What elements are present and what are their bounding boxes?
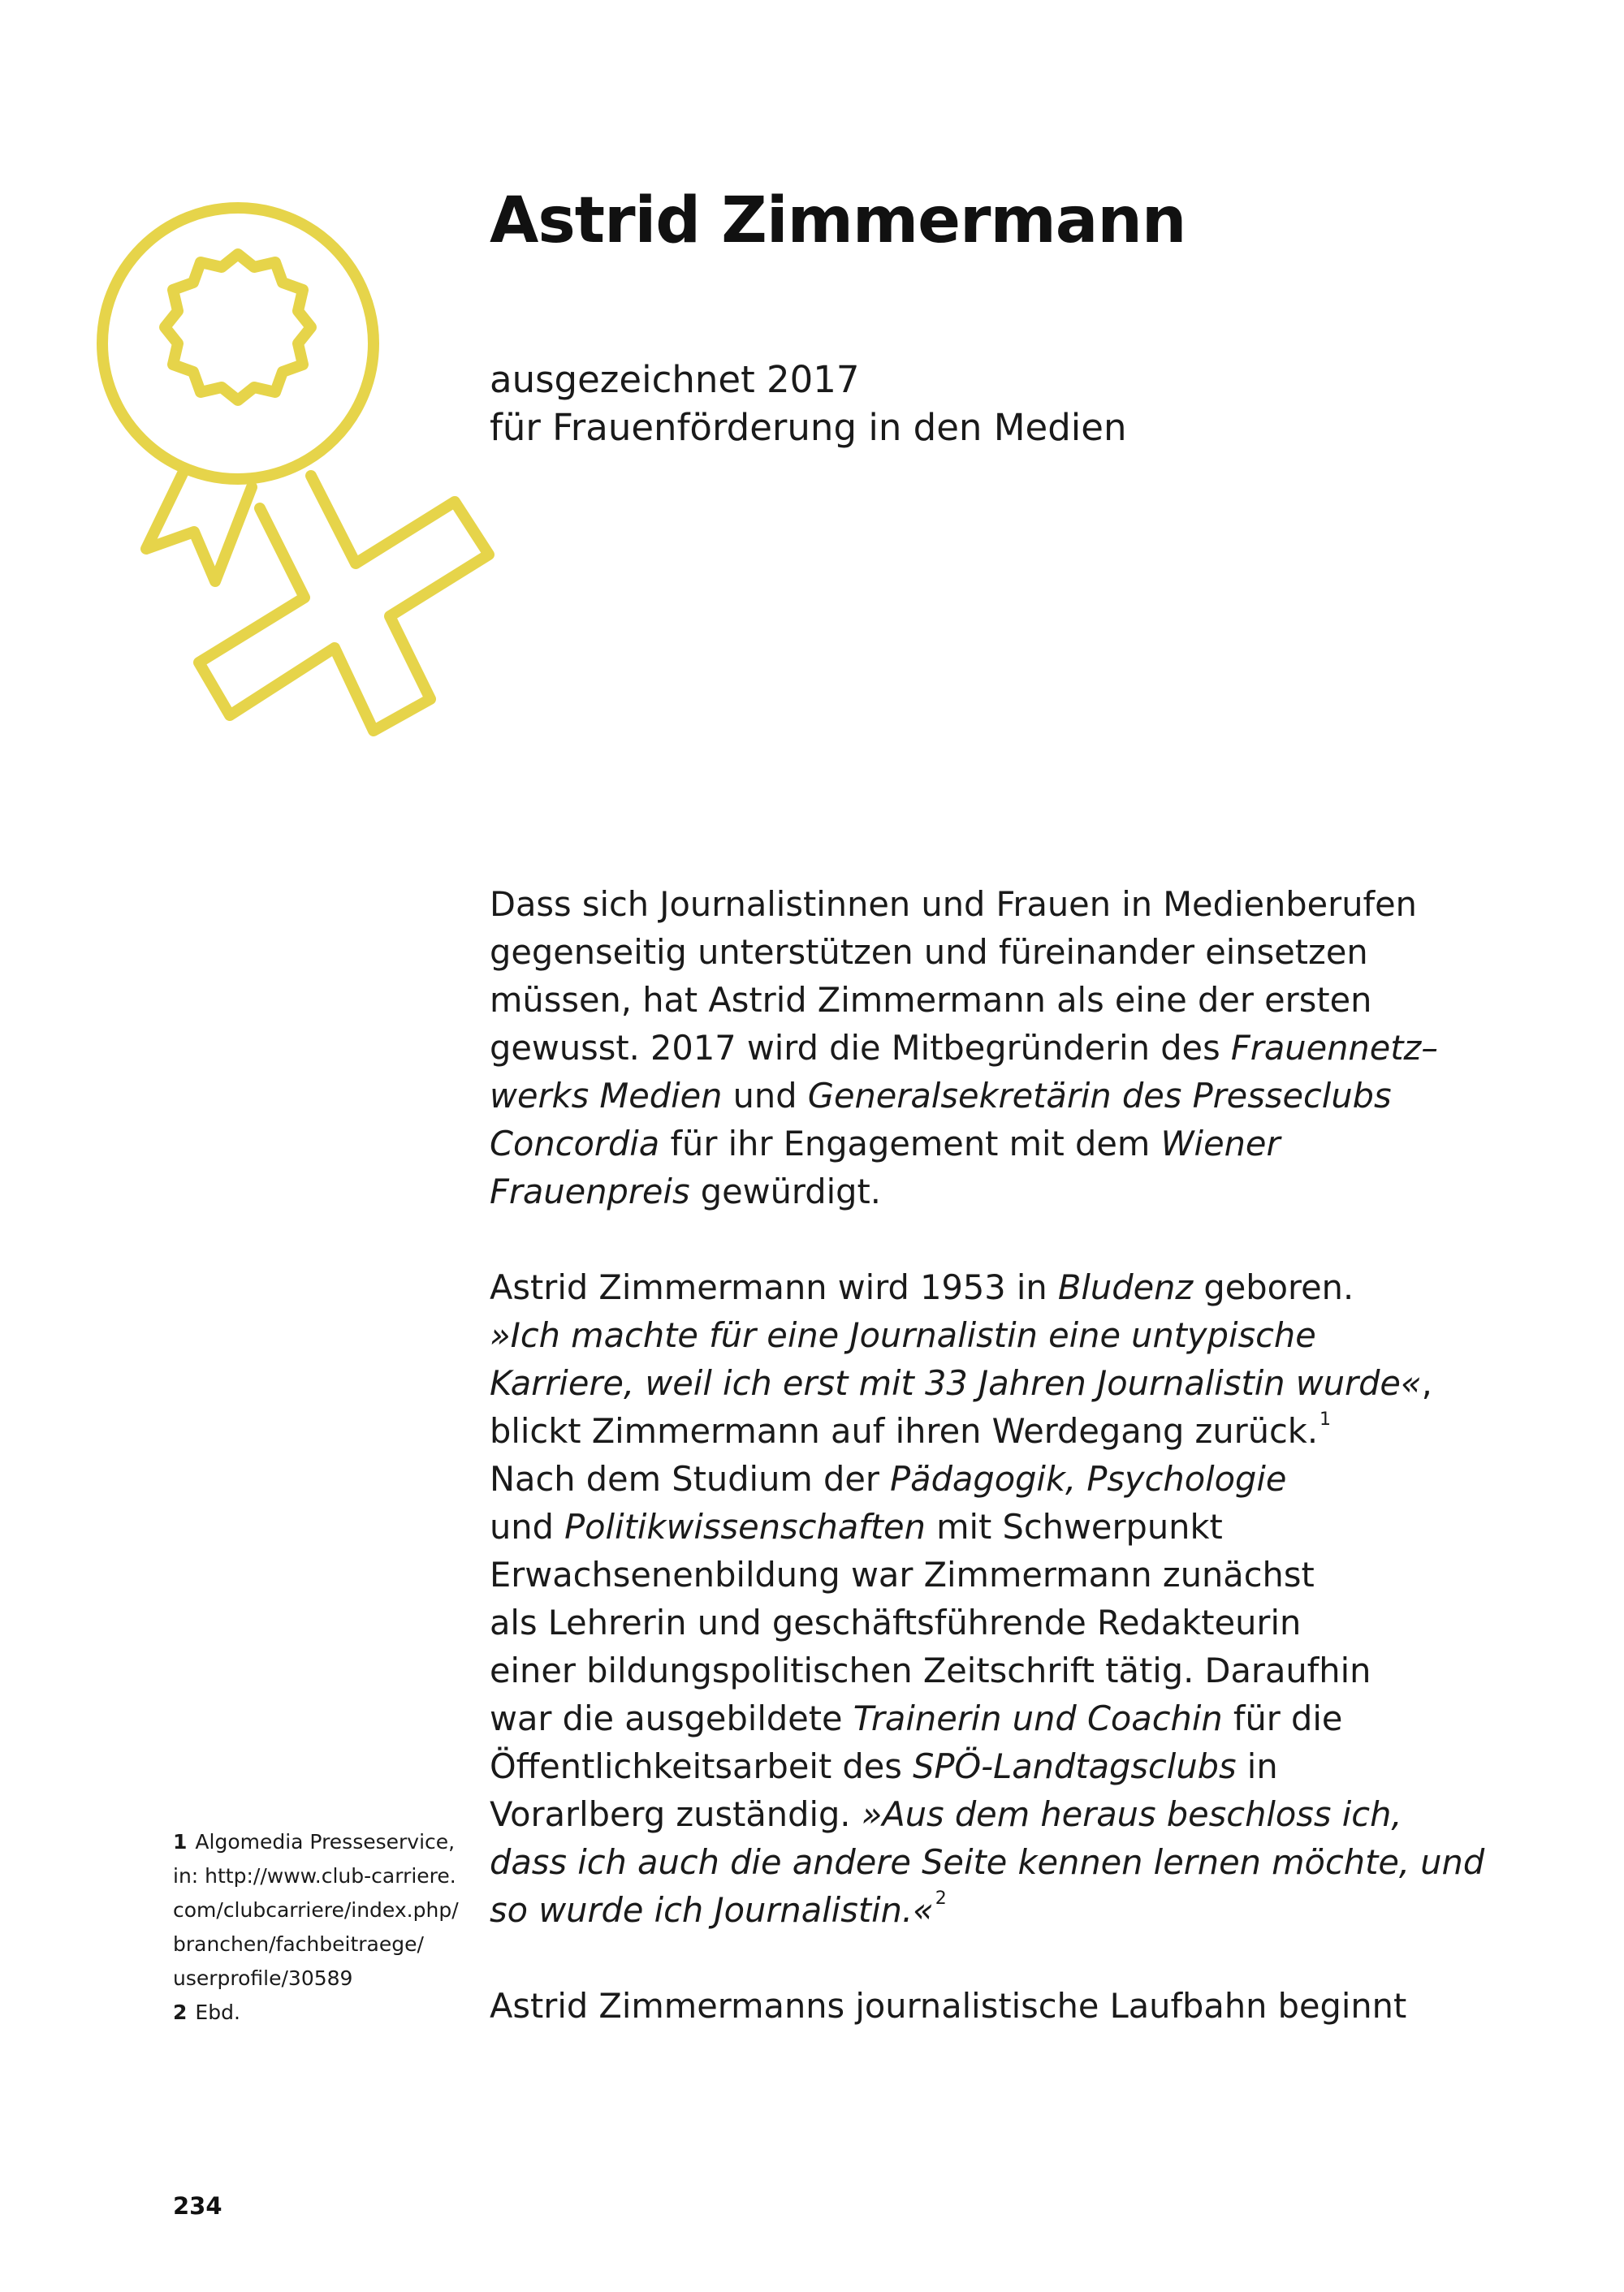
footnote-ref[interactable]: 2	[935, 1888, 947, 1909]
footnote-1: 1 Algomedia Presseservice,	[173, 1830, 456, 1854]
footnotes	[173, 1825, 473, 2030]
award-subtitle	[490, 356, 1383, 451]
text-line: gegenseitig unterstützen und füreinander einsetzen	[490, 932, 1368, 972]
body-text	[490, 880, 1485, 2030]
text-line: blickt Zimmermann auf ihren Werdegang zurück.$^1$	[490, 1409, 1332, 1451]
text-line: Concordia für ihr Engagement mit dem Wiener	[490, 1124, 1281, 1163]
text-line: Astrid Zimmermann wird 1953 in Bludenz geboren.	[490, 1267, 1354, 1307]
text-line: gewusst. 2017 wird die Mitbegründerin des Frauennetz–	[490, 1028, 1439, 1068]
text-line: war die ausgebildete Trainerin und Coachin für die	[490, 1698, 1343, 1738]
female-symbol-rosette-icon	[85, 185, 524, 770]
page-title: Astrid Zimmermann	[490, 184, 1186, 257]
subtitle-line: ausgezeichnet 2017	[490, 358, 860, 401]
footnote-1-url[interactable]: com/clubcarriere/index.php/	[173, 1898, 459, 1922]
footnote-ref[interactable]: 1	[1320, 1409, 1332, 1430]
text-line: als Lehrerin und geschäftsführende Redakteurin	[490, 1603, 1302, 1642]
text-line: einer bildungspolitischen Zeitschrift tätig. Daraufhin	[490, 1651, 1371, 1690]
text-line: so wurde ich Journalistin.«$^2$	[490, 1888, 947, 1930]
footnote-1-url[interactable]: branchen/fachbeitraege/	[173, 1932, 424, 1956]
footnote-1-url[interactable]: in: http://www.club-carriere.	[173, 1864, 456, 1888]
text-line: Nach dem Studium der Pädagogik, Psychologie	[490, 1459, 1287, 1499]
text-line: Karriere, weil ich erst mit 33 Jahren Journalistin wurde«,	[490, 1363, 1432, 1403]
page-number: 234	[173, 2192, 222, 2220]
text-line: »Ich machte für eine Journalistin eine untypische	[490, 1315, 1316, 1355]
text-line: Vorarlberg zuständig. »Aus dem heraus beschloss ich,	[490, 1794, 1402, 1834]
text-line: dass ich auch die andere Seite kennen lernen möchte, und	[490, 1842, 1485, 1882]
text-line: Erwachsenenbildung war Zimmermann zunächst	[490, 1555, 1315, 1595]
subtitle-line: für Frauenförderung in den Medien	[490, 406, 1127, 449]
text-line: Frauenpreis gewürdigt.	[490, 1172, 881, 1211]
text-line: müssen, hat Astrid Zimmermann als eine der ersten	[490, 980, 1372, 1020]
footnote-1-url[interactable]: userprofile/30589	[173, 1966, 353, 1990]
text-line: und Politikwissenschaften mit Schwerpunkt	[490, 1507, 1223, 1547]
text-line: Öffentlichkeitsarbeit des SPÖ-Landtagsclubs in	[490, 1746, 1278, 1786]
text-line: werks Medien und Generalsekretärin des Presseclubs	[490, 1076, 1392, 1116]
text-line: Astrid Zimmermanns journalistische Laufbahn beginnt	[490, 1986, 1407, 2026]
footnote-2: 2 Ebd.	[173, 2001, 240, 2024]
text-line: Dass sich Journalistinnen und Frauen in Medienberufen	[490, 884, 1417, 924]
